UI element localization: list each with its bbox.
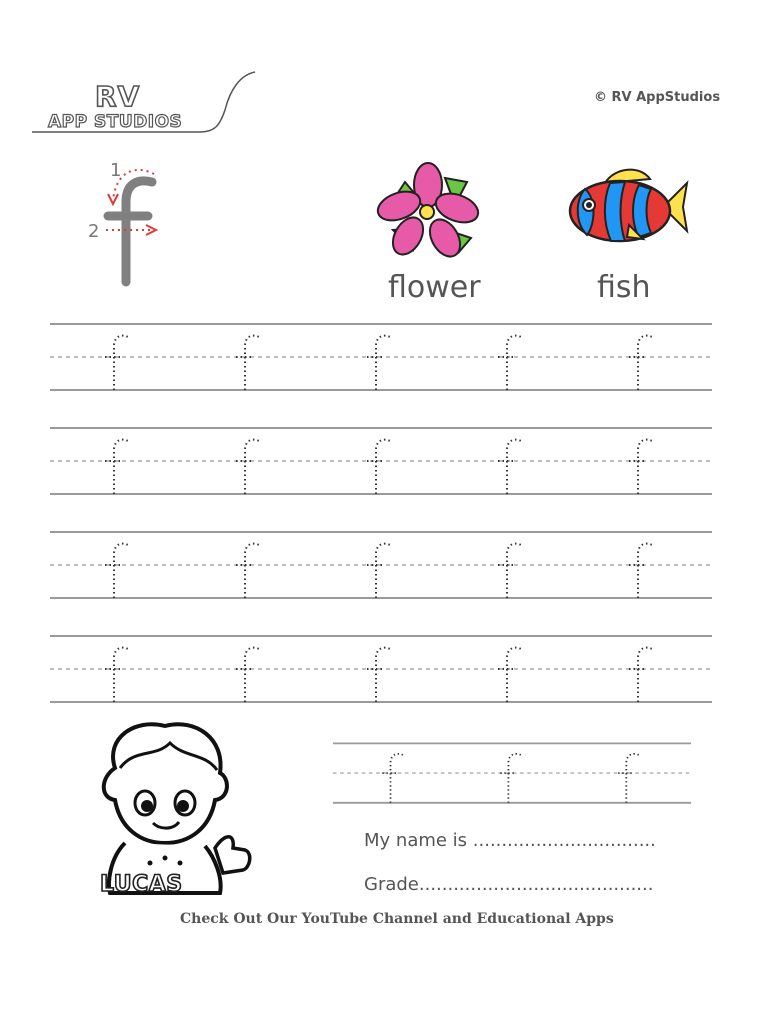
mascot-name: LUCAS <box>100 872 183 897</box>
tracing-letter <box>382 754 405 803</box>
logo-app-studios-text: APP STUDIOS <box>48 112 183 132</box>
tracing-letter <box>500 754 523 803</box>
tracing-letter <box>629 544 654 598</box>
tracing-letter <box>367 440 392 494</box>
flower-icon <box>375 160 485 260</box>
tracing-letter <box>236 544 261 598</box>
practice-row[interactable] <box>50 318 712 398</box>
tracing-letter <box>367 544 392 598</box>
grade-line[interactable]: Grade......................................... <box>364 874 654 895</box>
tracing-letter <box>498 336 523 390</box>
tracing-letter <box>367 336 392 390</box>
stroke-step-2: 2 <box>88 221 100 242</box>
practice-row-short[interactable] <box>313 738 711 810</box>
tracing-letter <box>236 648 261 702</box>
footer-text: Check Out Our YouTube Channel and Educational Apps <box>180 911 614 927</box>
practice-row[interactable] <box>50 526 712 606</box>
stroke-step-1: 1 <box>110 160 122 181</box>
letter-f-shape <box>126 181 152 282</box>
tracing-letter <box>498 544 523 598</box>
practice-row[interactable] <box>50 630 712 710</box>
tracing-letter <box>105 648 130 702</box>
tracing-letter <box>498 440 523 494</box>
tracing-letter <box>105 544 130 598</box>
practice-row[interactable] <box>50 422 712 502</box>
tracing-letter <box>105 336 130 390</box>
tracing-letter <box>629 648 654 702</box>
tracing-letter <box>618 754 641 803</box>
tracing-letter <box>105 440 130 494</box>
tracing-letter <box>367 648 392 702</box>
tracing-letter <box>498 648 523 702</box>
picture-word-fish: fish <box>597 270 651 305</box>
letter-stroke-guide <box>80 150 170 290</box>
name-line[interactable]: My name is ................................ <box>364 830 656 851</box>
tracing-letter <box>236 336 261 390</box>
fish-icon <box>565 165 690 250</box>
tracing-letter <box>629 336 654 390</box>
copyright-text: © RV AppStudios <box>594 90 721 105</box>
picture-word-flower: flower <box>388 270 481 305</box>
tracing-letter <box>629 440 654 494</box>
stroke-arrow-2-head <box>146 225 156 235</box>
logo-rv-text: RV <box>95 80 141 113</box>
tracing-letter <box>236 440 261 494</box>
